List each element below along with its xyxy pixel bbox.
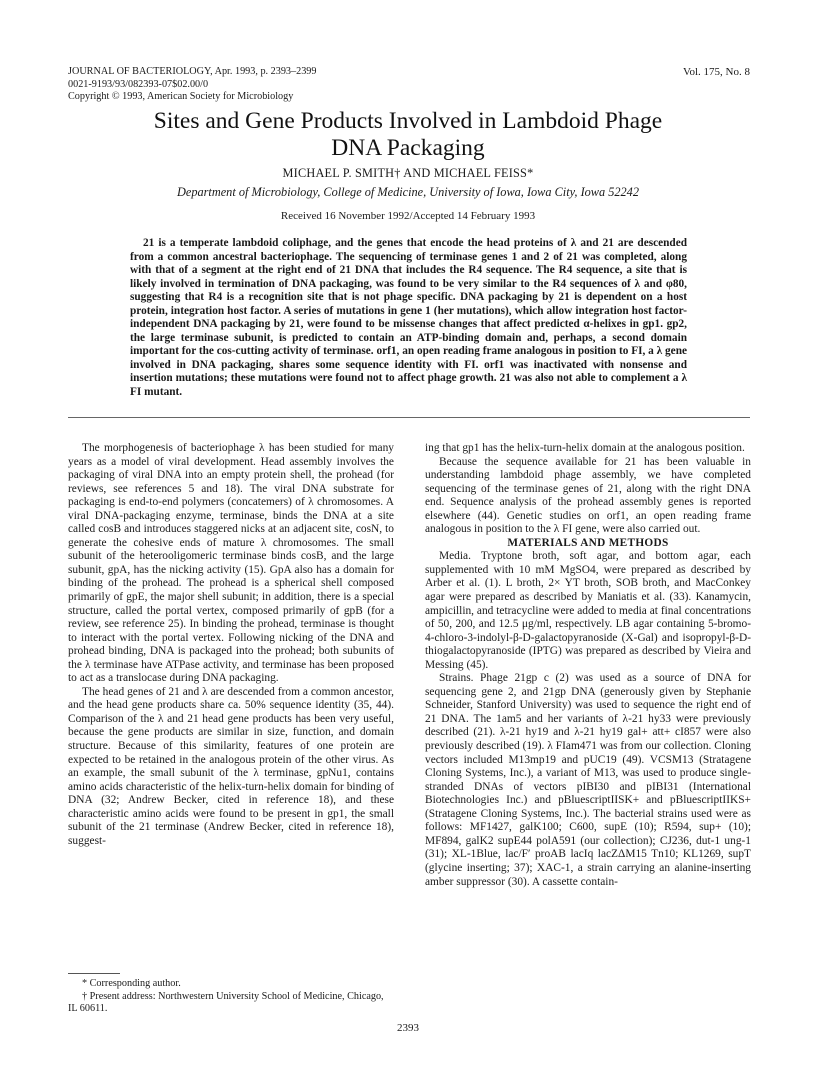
journal-header <box>68 66 316 104</box>
journal-citation: JOURNAL OF BACTERIOLOGY, Apr. 1993, p. 2393–2399 <box>68 66 317 77</box>
article-code: 0021-9193/93/082393-07$02.00/0 <box>68 78 209 90</box>
intro-paragraph-3: Because the sequence available for 21 has been valuable in understanding lambdoid phage assembly, we have completed sequencing of the terminase genes of 21, along with the right DNA end. Sequence analysis of the prohead assembly genes is reported elsewhere (44). Genetic studies on orf1, an open reading frame analogous in position to the λ FI gene, were also carried out. <box>425 455 751 536</box>
affiliation: Department of Microbiology, College of Medicine, University of Iowa, Iowa City, Iowa 52242 <box>177 185 639 199</box>
volume-label: Vol. 175, No. 8 <box>682 66 750 78</box>
strains-paragraph: Strains. Phage 21gp c (2) was used as a source of DNA for sequencing gene 2, and 21gp DNA (generously given by Stephanie Schneider, Stanford University) was used to sequence the right end of 21 DNA. The 1am5 and her variants of λ-21 hy33 were previously described (21). λ-21 hy19 and λ-21 hy19 gal+ att+ cI857 were also previously described (19). λ FIam471 was from our collection. Cloning vectors included M13mp19 and pUC19 (49). VCSM13 (Stratagene Cloning Systems, Inc.), a variant of M13, was used to produce single-stranded DNAs of vectors pIBI30 and pIBI31 (International Biotechnologies Inc.) and pBluescriptIISK+ and pBluescriptIIKS+ (Stratagene Cloning Systems, Inc.). The bacterial strains used were as follows: MF1427, galK100; C600, supE (10); R594, sup+ (10); MF894, galK2 supE44 polA591 (our collection); CJ236, dut-1 ung-1 (31); XL-1Blue, lac/F′ proAB lacIq lacZΔM15 Tn10; KL1269, supT (glycine inserting; 37); XAC-1, a strain carrying an alanine-inserting amber suppressor (30). A cassette contain- <box>425 672 751 888</box>
page-number: 2393 <box>397 1022 419 1034</box>
left-column <box>68 442 394 962</box>
right-column <box>425 442 751 1024</box>
abstract: 21 is a temperate lambdoid coliphage, and the genes that encode the head proteins of λ and 21 are descended from a common ancestral bacteriophage. The sequencing of terminase genes 1 and 2 of 21 was completed, along with that of a segment at the right end of 21 DNA that includes the R4 sequence. The R4 sequence, a site that is likely involved in termination of DNA packaging, was found to be very similar to the R4 sequences of λ and φ80, suggesting that R4 is a recognition site that is not phage specific. DNA packaging by 21 is dependent on a host protein, integration host factor. A series of mutations in gene 1 (her mutations), which allow integration host factor-independent DNA packaging by 21, were found to be missense changes that affect predicted α-helixes in gp1. gp2, the large terminase subunit, is predicted to contain an ATP-binding domain and, perhaps, a second domain important for the cos-cutting activity of terminase. orf1, an open reading frame analogous in position to FI, a λ gene involved in DNA packaging, shares some sequence identity with FI. orf1 was inactivated with nonsense and insertion mutations; these mutations were found not to affect phage growth. 21 was also not able to complement a λ FI mutant. <box>130 237 687 399</box>
footnote-corresponding: * Corresponding author. <box>82 978 181 989</box>
media-paragraph: Media. Tryptone broth, soft agar, and bottom agar, each supplemented with 10 mM MgSO4, were prepared as described by Arber et al. (1). L broth, 2× YT broth, SOB broth, and MacConkey agar were prepared as described by Maniatis et al. (33). Kanamycin, ampicillin, and tetracycline were added to media at final concentrations of 50, 200, and 12.5 μg/ml, respectively. LB agar containing 5-bromo-4-chloro-3-indolyl-β-D-galactopyranoside (X-Gal) and isopropyl-β-D-thiogalactopyranoside (IPTG) was prepared as described by Vieira and Messing (45). <box>425 550 751 671</box>
author-list: MICHAEL P. SMITH† AND MICHAEL FEISS* <box>282 166 534 180</box>
intro-paragraph-2: The head genes of 21 and λ are descended from a common ancestor, and the head gene products share ca. 50% sequence identity (35, 44). Comparison of the λ and 21 head gene products has been very useful, because the gene products are similar in size, function, and domain structure. Because of this similarity, features of one protein are expected to be retained in the analogous protein of the other virus. As an example, the small subunit of the λ terminase, gpNu1, contains amino acids characteristic of the helix-turn-helix domain for binding of DNA (32; Andrew Becker, cited in reference 18), and these characteristic amino acids were found to be present in gp1, the small subunit of the 21 terminase (Andrew Becker, cited in reference 18), suggest- <box>68 685 394 847</box>
article-title <box>60 108 756 162</box>
footnote-address: † Present address: Northwestern University School of Medicine, Chicago, IL 60611. <box>68 990 384 1015</box>
copyright-line: Copyright © 1993, American Society for Microbiology <box>68 91 294 103</box>
received-dates: Received 16 November 1992/Accepted 14 February 1993 <box>280 210 536 222</box>
footnotes <box>68 978 394 1016</box>
section-heading: MATERIALS AND METHODS <box>507 536 669 549</box>
title-line-2: DNA Packaging <box>331 135 485 161</box>
intro-continuation: ing that gp1 has the helix-turn-helix domain at the analogous position. <box>425 442 745 454</box>
title-line-1: Sites and Gene Products Involved in Lambdoid Phage <box>153 108 663 134</box>
footnote-divider <box>68 973 120 974</box>
intro-paragraph-1: The morphogenesis of bacteriophage λ has been studied for many years as a model of viral development. Head assembly involves the packaging of viral DNA into an empty protein shell, the prohead (for reviews, see references 5 and 18). The viral DNA substrate for packaging is end-to-end polymers (concatemers) of λ chromosomes. A viral DNA-packaging enzyme, terminase, binds the DNA at a site called cosB and introduces staggered nicks at an adjacent site, cosN, to generate the cohesive ends of mature λ chromosomes. The small subunit of the heterooligomeric terminase binds cosB, and the large subunit, gpA, has the nicking activity (15). GpA also has a domain for binding of the prohead. The prohead is a spherical shell composed primarily of gpE, the major shell subunit; in addition, there is a special structure, called the portal vertex, composed primarily of gpB (for a review, see reference 25). In binding the prohead, terminase is thought to interact with the portal vertex. Following nicking of the DNA and prohead binding, DNA is packaged into the prohead; both subunits of the λ terminase have ATPase activity, and terminase has been proposed to act as a translocase during DNA packaging. <box>68 442 394 685</box>
abstract-divider <box>68 417 750 418</box>
